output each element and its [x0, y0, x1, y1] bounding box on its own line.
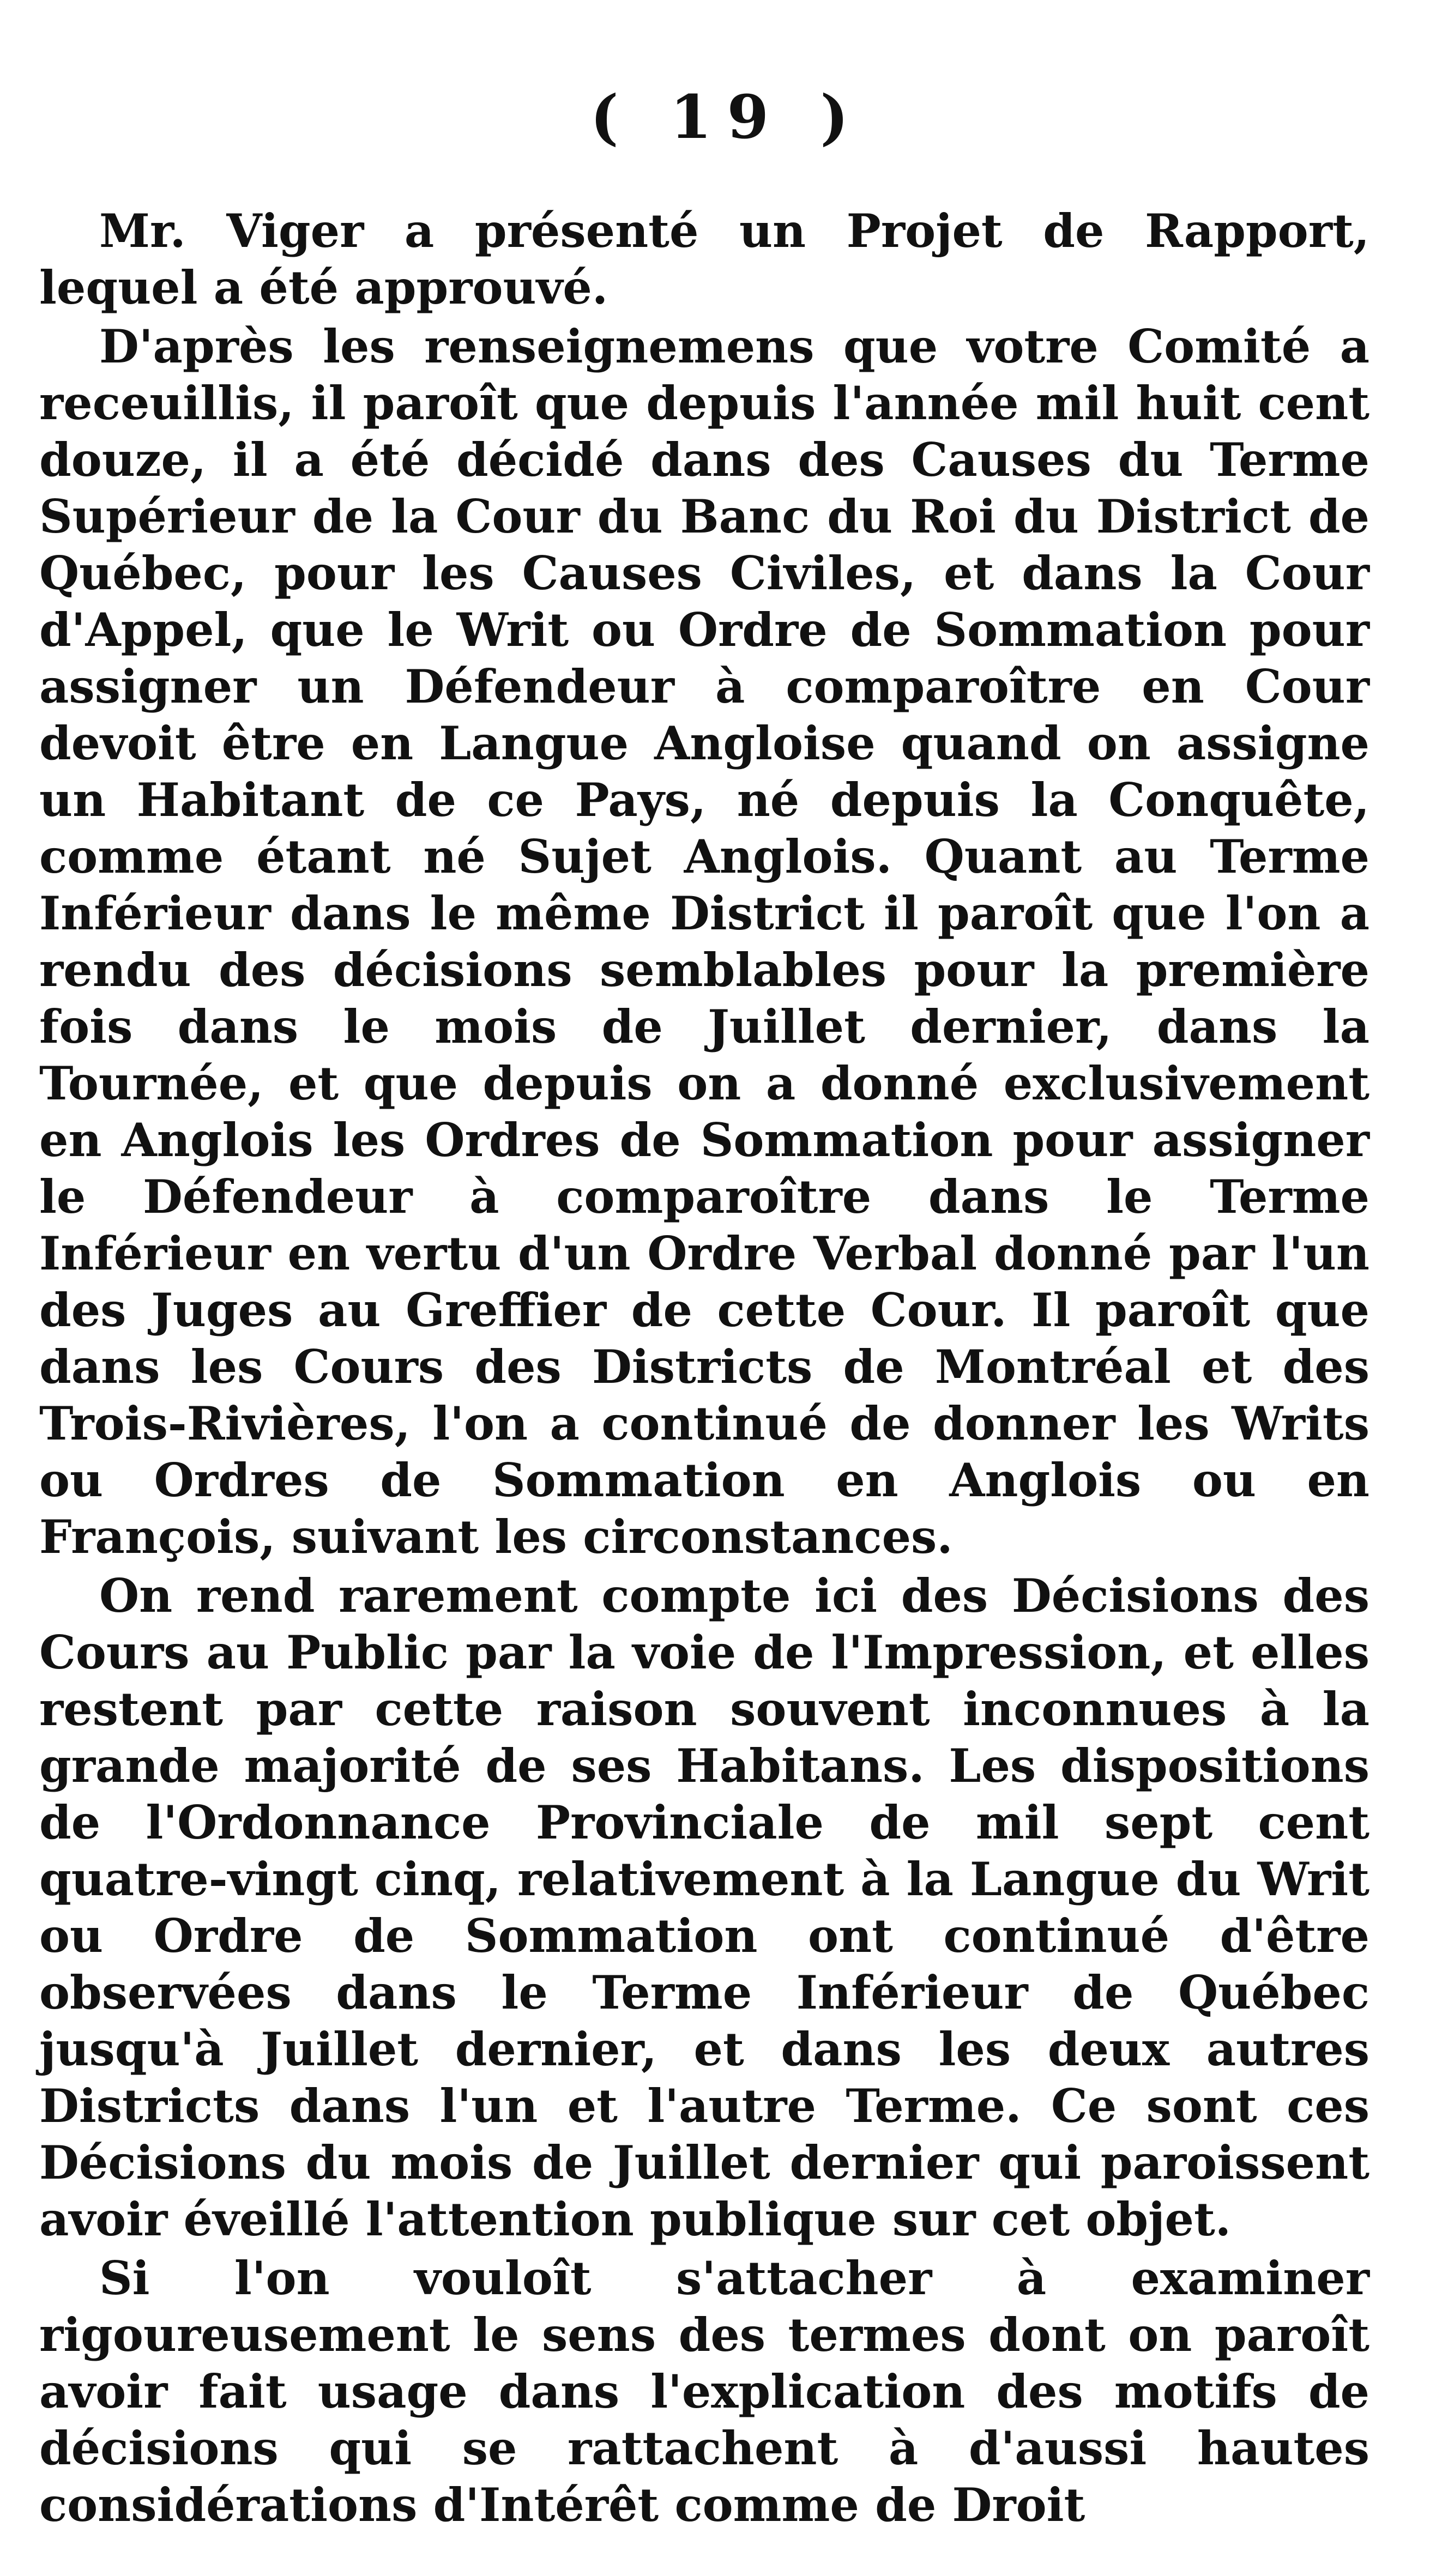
- paragraph-4: Si l'on vouloît s'attacher à examiner rigoureusement le sens des termes dont on paroît avoir fait usage dans l'explication des motifs de décisions qui se rattachent à d'aussi hautes considérations d'Intérêt comme de Droit: [39, 2251, 1369, 2532]
- body-text: [39, 203, 1369, 2533]
- paragraph-1: Mr. Viger a présenté un Projet de Rapport, lequel a été approuvé.: [39, 204, 1369, 315]
- page-number: ( 19 ): [590, 82, 864, 152]
- paragraph-3: On rend rarement compte ici des Décisions des Cours au Public par la voie de l'Impression, et elles restent par cette raison souvent inconnues à la grande majorité de ses Habitans. Les dispositions de l'Ordonnance Provinciale de mil sept cent quatre-vingt cinq, relativement à la Langue du Writ ou Ordre de Sommation ont continué d'être observées dans le Terme Inférieur de Québec jusqu'à Juillet dernier, et dans les deux autres Districts dans l'un et l'autre Terme. Ce sont ces Décisions du mois de Juillet dernier qui paroissent avoir éveillé l'attention publique sur cet objet.: [39, 1569, 1369, 2246]
- paragraph-2: D'après les renseignemens que votre Comité a receuillis, il paroît que depuis l'année mil huit cent douze, il a été décidé dans des Causes du Terme Supérieur de la Cour du Banc du Roi du District de Québec, pour les Causes Civiles, et dans la Cour d'Appel, que le Writ ou Ordre de Sommation pour assigner un Défendeur à comparoître en Cour devoit être en Langue Angloise quand on assigne un Habitant de ce Pays, né depuis la Conquête, comme étant né Sujet Anglois. Quant au Terme Inférieur dans le même District il paroît que l'on a rendu des décisions semblables pour la première fois dans le mois de Juillet dernier, dans la Tournée, et que depuis on a donné exclusivement en Anglois les Ordres de Sommation pour assigner le Défendeur à comparoître dans le Terme Inférieur en vertu d'un Ordre Verbal donné par l'un des Juges au Greffier de cette Cour. Il paroît que dans les Cours des Districts de Montréal et des Trois-Rivières, l'on a continué de donner les Writs ou Ordres de Sommation en Anglois ou en François, suivant les circonstances.: [39, 319, 1369, 1564]
